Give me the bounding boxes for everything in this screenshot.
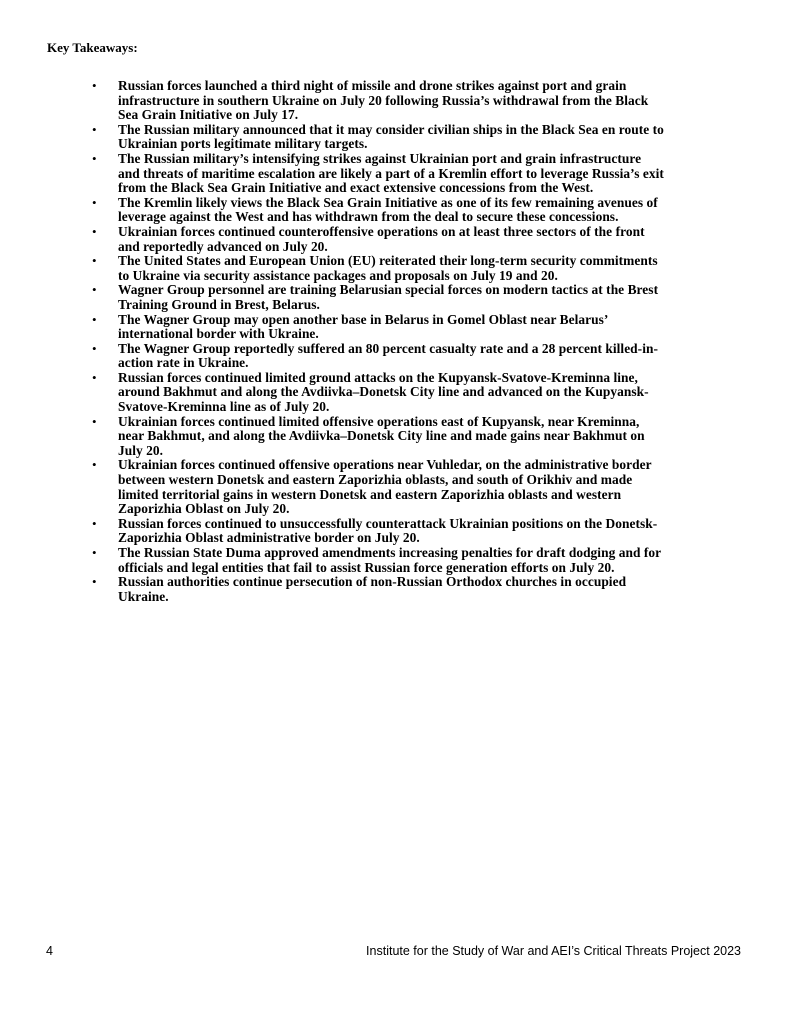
bullet-icon: • [92, 78, 97, 93]
takeaway-text-line: from the Black Sea Grain Initiative and exact extensive concessions from the West. [118, 180, 594, 196]
takeaway-text-line: The Wagner Group may open another base in Belarus in Gomel Oblast near Belarus’ [118, 311, 609, 327]
takeaway-text-line: Zaporizhia Oblast administrative border on July 20. [118, 530, 420, 546]
takeaway-item [0, 196, 664, 225]
bullet-icon: • [92, 223, 97, 239]
bullet-icon: • [92, 253, 97, 269]
takeaway-text-line: and reportedly advanced on July 20. [118, 238, 328, 254]
takeaway-text-line: Sea Grain Initiative on July 17. [118, 107, 299, 123]
takeaway-text-line: Ukrainian forces continued offensive operations near Vuhledar, on the administrative border [118, 457, 652, 473]
takeaway-text-line: Svatove-Kreminna line as of July 20. [118, 399, 330, 415]
takeaway-text-line: Zaporizhia Oblast on July 20. [118, 501, 290, 517]
takeaway-text-line: The Russian military announced that it may consider civilian ships in the Black Sea en route to [118, 121, 664, 137]
takeaway-text-line: Training Ground in Brest, Belarus. [118, 296, 320, 312]
bullet-icon: • [92, 340, 97, 356]
bullet-icon: • [92, 369, 97, 385]
bullet-icon: • [92, 545, 97, 560]
takeaway-item [0, 342, 664, 371]
takeaway-text-line: July 20. [118, 442, 164, 458]
takeaway-text-line: officials and legal entities that fail to assist Russian force generation efforts on July 20. [118, 559, 615, 575]
takeaway-text-line: infrastructure in southern Ukraine on July 20 following Russia’s withdrawal from the Black [118, 92, 649, 108]
takeaway-text-line: Russian authorities continue persecution of non-Russian Orthodox churches in occupied [118, 574, 627, 590]
takeaway-text-line: The Wagner Group reportedly suffered an 80 percent casualty rate and a 28 percent killed-in- [118, 340, 658, 356]
takeaway-text-line: Russian forces continued limited ground attacks on the Kupyansk-Svatove-Kreminna line, [118, 369, 638, 385]
takeaway-item [0, 152, 664, 196]
page-number: 4 [46, 944, 53, 958]
bullet-icon: • [92, 413, 97, 429]
takeaway-text-line: Russian forces launched a third night of missile and drone strikes against port and grain [118, 78, 627, 93]
takeaway-text-line: The United States and European Union (EU) reiterated their long-term security commitments [118, 253, 658, 269]
takeaway-text-line: action rate in Ukraine. [118, 355, 249, 371]
takeaway-item [0, 575, 664, 604]
takeaway-text-line: around Bakhmut and along the Avdiivka–Donetsk City line and advanced on the Kupyansk- [118, 384, 649, 400]
takeaway-text-line: Russian forces continued to unsuccessfully counterattack Ukrainian positions on the Donetsk- [118, 515, 658, 531]
takeaway-text-line: between western Donetsk and eastern Zaporizhia oblasts, and south of Orikhiv and made [118, 472, 633, 488]
takeaway-item [0, 517, 664, 546]
takeaway-text-line: near Bakhmut, and along the Avdiivka–Donetsk City line and made gains near Bakhmut on [118, 428, 645, 444]
bullet-icon: • [92, 282, 97, 298]
takeaway-item [0, 415, 664, 459]
bullet-icon: • [92, 121, 97, 137]
bullet-icon: • [92, 194, 97, 210]
footer-organization: Institute for the Study of War and AEI’s Critical Threats Project 2023 [366, 944, 741, 958]
bullet-icon: • [92, 311, 97, 327]
takeaway-item [0, 123, 664, 152]
takeaway-item [0, 371, 664, 415]
takeaway-text-line: leverage against the West and has withdrawn from the deal to secure these concessions. [118, 209, 619, 225]
bullet-icon: • [92, 574, 97, 590]
takeaway-item [0, 283, 664, 312]
bullet-icon: • [92, 457, 97, 473]
bullet-icon: • [92, 150, 97, 166]
takeaway-item [0, 79, 664, 123]
takeaway-text-line: and threats of maritime escalation are likely a part of a Kremlin effort to leverage Russia’s exit [118, 165, 664, 181]
takeaway-text-line: to Ukraine via security assistance packages and proposals on July 19 and 20. [118, 267, 558, 283]
key-takeaways-heading: Key Takeaways: [47, 40, 138, 55]
takeaway-text-line: Ukrainian forces continued limited offensive operations east of Kupyansk, near Kreminna, [118, 413, 640, 429]
takeaway-text-line: The Russian State Duma approved amendments increasing penalties for draft dodging and for [118, 545, 662, 560]
takeaway-text-line: Ukrainian forces continued counteroffensive operations on at least three sectors of the front [118, 223, 645, 239]
takeaway-text-line: Ukrainian ports legitimate military targets. [118, 136, 368, 152]
takeaway-item [0, 254, 664, 283]
takeaway-item [0, 313, 664, 342]
takeaway-item [0, 225, 664, 254]
takeaway-text-line: The Kremlin likely views the Black Sea Grain Initiative as one of its few remaining avenues of [118, 194, 658, 210]
takeaway-item [0, 458, 664, 516]
takeaway-text-line: limited territorial gains in western Donetsk and eastern Zaporizhia oblasts and western [118, 486, 622, 502]
bullet-icon: • [92, 515, 97, 531]
key-takeaways-list [0, 79, 664, 604]
takeaway-text-line: Ukraine. [118, 588, 169, 604]
takeaway-item [0, 546, 664, 575]
takeaway-text-line: international border with Ukraine. [118, 326, 319, 342]
takeaway-text-line: The Russian military’s intensifying strikes against Ukrainian port and grain infrastructure [118, 150, 642, 166]
takeaway-text-line: Wagner Group personnel are training Belarusian special forces on modern tactics at the Brest [118, 282, 659, 298]
